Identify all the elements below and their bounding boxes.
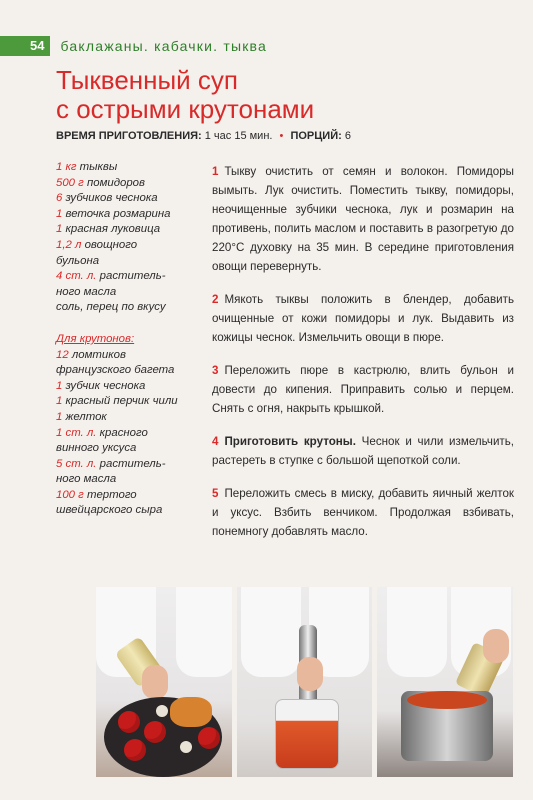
- crouton-ingredient-item: швейцарского сыра: [56, 504, 163, 517]
- ingredient-item: 6 зубчиков чеснока: [56, 192, 158, 205]
- garlic: [180, 741, 192, 753]
- soup: [407, 691, 487, 709]
- ingredient-item: соль, перец по вкусу: [56, 301, 166, 314]
- crouton-ingredient-item: 1 желток: [56, 410, 107, 423]
- meta-bullet: •: [279, 130, 284, 142]
- portions-label: ПОРЦИЙ:: [290, 130, 342, 142]
- hand: [297, 657, 323, 691]
- step-2: 2 Мякоть тыквы положить в блендер, добавить очищенные от кожи помидоры и лук. Выдавить из кожицы чеснок. Измельчить овощи в пюре.: [212, 293, 514, 344]
- crouton-ingredient-item: ного масла: [56, 473, 117, 486]
- recipe-title-line2: с острыми крутонами: [56, 94, 315, 124]
- page-header: [0, 36, 290, 56]
- chef-figure: [387, 587, 447, 677]
- photo-blender: [237, 587, 373, 777]
- photo-pot: [377, 587, 513, 777]
- tomato: [118, 711, 140, 733]
- step-photos: [96, 587, 513, 777]
- hand: [483, 629, 509, 663]
- step-1: 1 Тыкву очистить от семян и волокон. Помидоры вымыть. Лук очистить. Поместить тыкву, помидоры, неочищенные зубчики чеснока, лук и розмарин на противень, полить маслом и поставить в разогретую до 220°С духовку на 35 мин. В середине приготовления овощи перевернуть.: [212, 165, 514, 273]
- ingredient-item: 1 красная луковица: [56, 223, 161, 236]
- crouton-ingredient-item: винного уксуса: [56, 442, 137, 455]
- crouton-ingredient-item: 100 г тертого: [56, 488, 137, 501]
- tomato: [198, 727, 220, 749]
- step-3: 3 Переложить пюре в кастрюлю, влить бульон и довести до кипения. Приправить солью и перцем. Снять с огня, накрыть крышкой.: [212, 364, 514, 415]
- portions-value: 6: [344, 130, 351, 142]
- steps-list: [212, 162, 514, 555]
- step-4: 4 Приготовить крутоны. Чеснок и чили измельчить, растереть в ступке с большой щепоткой соли.: [212, 435, 514, 467]
- blender-bowl: [275, 699, 339, 769]
- ingredients-list: [56, 160, 208, 519]
- ingredient-item: 500 г помидоров: [56, 176, 145, 189]
- time-label: ВРЕМЯ ПРИГОТОВЛЕНИЯ:: [56, 130, 202, 142]
- garlic: [156, 705, 168, 717]
- photo-roasted-vegetables: [96, 587, 232, 777]
- crouton-ingredient-item: французского багета: [56, 364, 175, 377]
- recipe-title-line1: Тыквенный суп: [56, 65, 239, 95]
- ingredient-item: 4 ст. л. раститель-: [56, 270, 166, 283]
- page-number: 54: [28, 36, 50, 56]
- crouton-ingredient-item: 1 ст. л. красного: [56, 426, 148, 439]
- crouton-ingredient-item: 1 красный перчик чили: [56, 395, 178, 408]
- crouton-ingredient-item: 5 ст. л. раститель-: [56, 457, 166, 470]
- hand: [142, 665, 168, 699]
- pumpkin: [170, 697, 212, 727]
- ingredient-item: 1,2 л овощного: [56, 238, 138, 251]
- chef-figure: [176, 587, 232, 677]
- crouton-ingredient-item: 1 зубчик чеснока: [56, 379, 146, 392]
- crouton-ingredient-item: 12 ломтиков: [56, 348, 126, 361]
- section-title: баклажаны. кабачки. тыква: [60, 38, 267, 54]
- header-green-strip: [0, 36, 28, 56]
- ingredient-item: бульона: [56, 254, 100, 267]
- recipe-title: [56, 66, 476, 124]
- recipe-meta: [56, 130, 351, 142]
- step-5: 5 Переложить смесь в миску, добавить яичный желток и уксус. Взбить венчиком. Продолжая взбивать, понемногу добавлять масло.: [212, 487, 514, 538]
- tomato: [144, 721, 166, 743]
- time-value: 1 час 15 мин.: [204, 130, 273, 142]
- ingredient-item: ного масла: [56, 285, 117, 298]
- croutons-heading: Для крутонов:: [56, 332, 135, 345]
- tomato: [124, 739, 146, 761]
- ingredient-item: 1 кг тыквы: [56, 161, 118, 173]
- chef-figure: [241, 587, 301, 677]
- ingredient-item: 1 веточка розмарина: [56, 207, 171, 220]
